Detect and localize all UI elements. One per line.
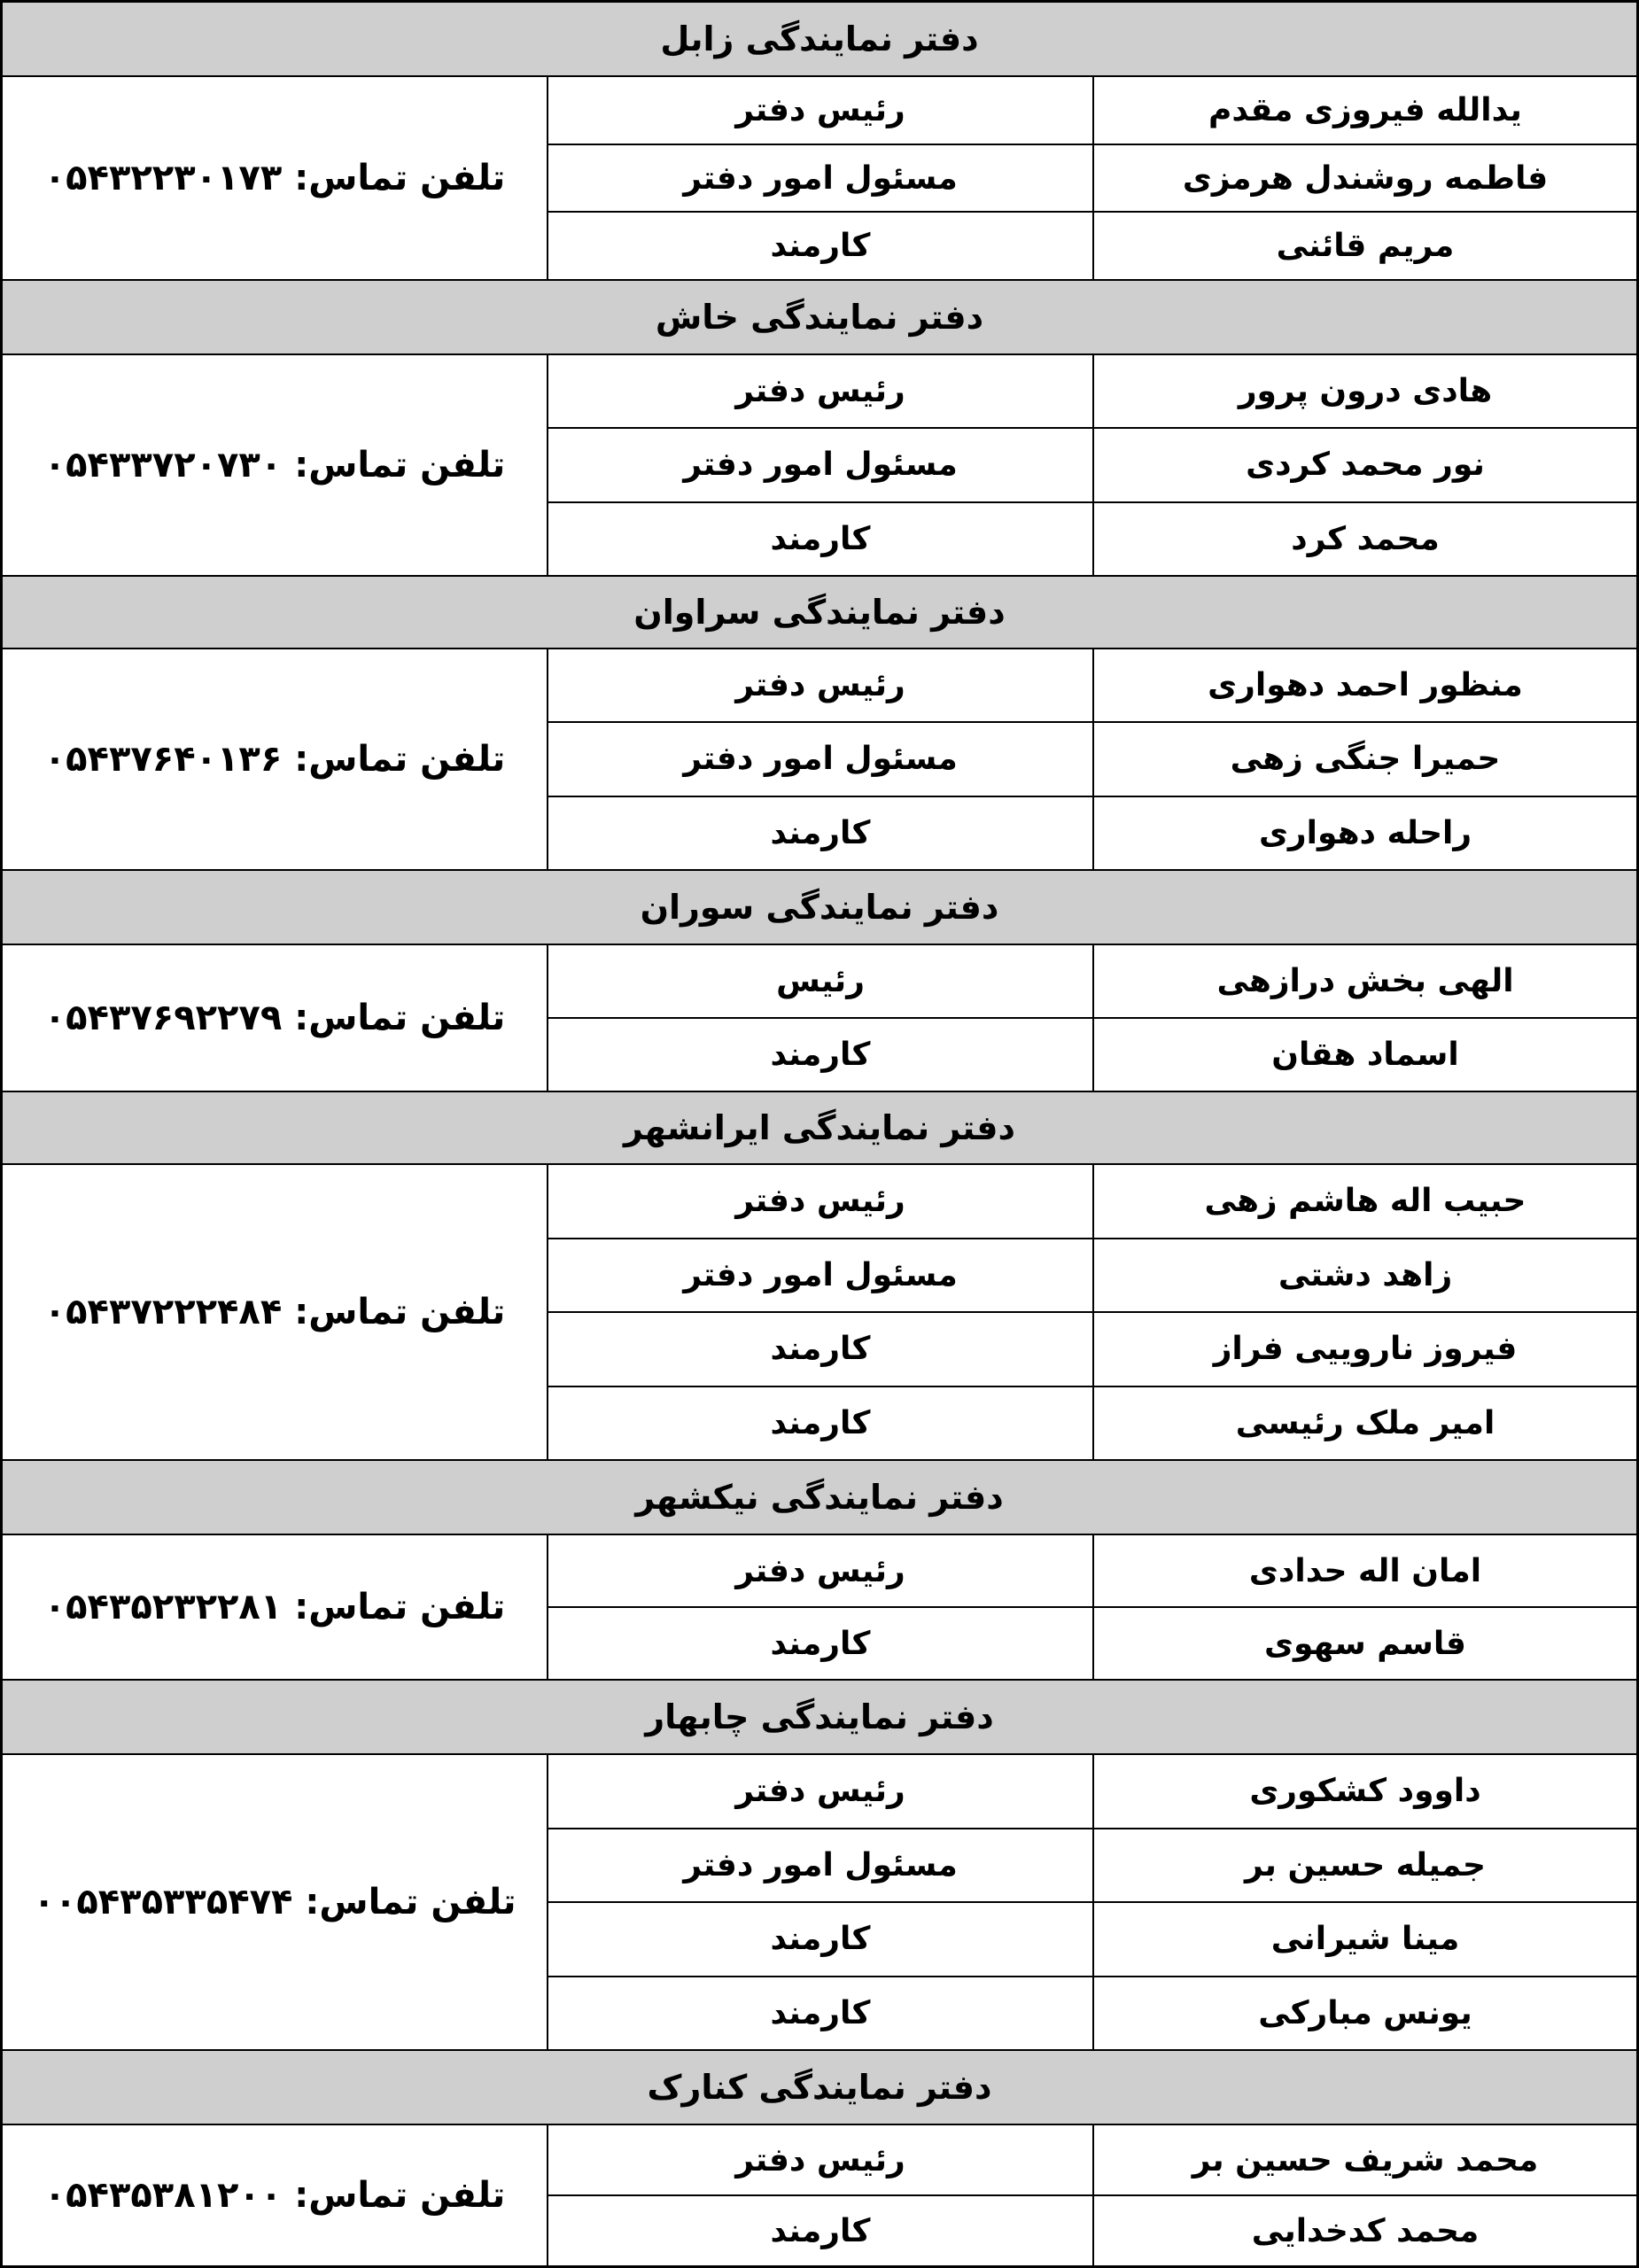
staff-role: کارمند <box>548 1977 1094 2050</box>
office-title: دفتر نمایندگی زابل <box>3 3 1636 77</box>
staff-name: هادی درون پرور <box>1238 373 1493 410</box>
staff-name: مریم قائنی <box>1276 228 1455 265</box>
staff-row <box>548 1608 1636 1679</box>
staff-row <box>548 1829 1636 1904</box>
staff-row <box>548 1239 1636 1314</box>
staff-role: مسئول امور دفتر <box>548 429 1094 501</box>
staff-role: مسئول امور دفتر <box>548 723 1094 795</box>
staff-name: محمد کرد <box>1291 520 1440 557</box>
office-section <box>3 945 1636 1092</box>
staff-row <box>548 1535 1636 1608</box>
staff-name: محمد کدخدایی <box>1251 2212 1480 2249</box>
staff-role: رئیس دفتر <box>548 1165 1094 1238</box>
staff-row <box>548 1903 1636 1977</box>
office-title: دفتر نمایندگی سراوان <box>3 577 1636 649</box>
office-title: دفتر نمایندگی ایرانشهر <box>3 1092 1636 1165</box>
staff-list <box>548 945 1636 1091</box>
staff-row <box>548 429 1636 502</box>
staff-list <box>548 355 1636 575</box>
staff-row <box>548 1755 1636 1829</box>
staff-role: رئیس <box>548 945 1094 1017</box>
staff-row <box>548 723 1636 796</box>
staff-role: رئیس دفتر <box>548 1755 1094 1828</box>
staff-role: رئیس دفتر <box>548 355 1094 427</box>
office-section <box>3 355 1636 577</box>
staff-name: نور محمد کردی <box>1246 447 1485 484</box>
staff-name: یدالله فیروزی مقدم <box>1208 91 1522 128</box>
staff-row <box>548 649 1636 723</box>
office-section <box>3 1165 1636 1461</box>
office-section <box>3 649 1636 871</box>
staff-role: رئیس دفتر <box>548 649 1094 721</box>
staff-role: کارمند <box>548 213 1094 279</box>
staff-role: کارمند <box>548 503 1094 575</box>
staff-row <box>548 1313 1636 1387</box>
office-phone: تلفن تماس: ۰۵۴۳۵۲۳۲۲۸۱ <box>3 1535 548 1679</box>
staff-role: مسئول امور دفتر <box>548 1829 1094 1902</box>
staff-name: محمد شریف حسین بر <box>1192 2141 1539 2179</box>
staff-list <box>548 1535 1636 1679</box>
staff-row <box>548 355 1636 429</box>
office-phone: تلفن تماس: ۰۰۵۴۳۵۳۳۵۴۷۴ <box>3 1755 548 2049</box>
staff-name: فاطمه روشندل هرمزی <box>1182 159 1549 197</box>
office-phone: تلفن تماس: ۰۵۴۳۳۷۲۰۷۳۰ <box>3 355 548 575</box>
office-phone: تلفن تماس: ۰۵۴۳۷۶۴۰۱۳۶ <box>3 649 548 869</box>
staff-row <box>548 77 1636 145</box>
office-title: دفتر نمایندگی چابهار <box>3 1681 1636 1755</box>
office-section <box>3 1755 1636 2051</box>
staff-name: مینا شیرانی <box>1270 1921 1460 1958</box>
staff-name: داوود کشکوری <box>1249 1773 1481 1810</box>
office-section <box>3 2125 1636 2265</box>
staff-name: جمیله حسین بر <box>1245 1846 1486 1884</box>
staff-row <box>548 945 1636 1019</box>
staff-row <box>548 2125 1636 2196</box>
staff-role: کارمند <box>548 2196 1094 2265</box>
staff-row <box>548 1387 1636 1460</box>
staff-name: یونس مبارکی <box>1258 1994 1472 2031</box>
staff-name: راحله دهواری <box>1258 814 1472 851</box>
staff-name: حبیب اله هاشم زهی <box>1204 1183 1526 1220</box>
staff-list <box>548 77 1636 279</box>
staff-role: کارمند <box>548 1387 1094 1460</box>
office-title: دفتر نمایندگی نیکشهر <box>3 1461 1636 1535</box>
staff-name: فیروز ناروییی فراز <box>1213 1331 1518 1368</box>
staff-role: رئیس دفتر <box>548 1535 1094 1606</box>
staff-name: حمیرا جنگی زهی <box>1230 741 1501 778</box>
staff-name: اسماد هقان <box>1271 1037 1459 1073</box>
staff-row <box>548 213 1636 279</box>
staff-list <box>548 1755 1636 2049</box>
staff-role: رئیس دفتر <box>548 2125 1094 2194</box>
office-title: دفتر نمایندگی کنارک <box>3 2051 1636 2125</box>
staff-row <box>548 797 1636 869</box>
office-phone: تلفن تماس: ۰۵۴۳۷۶۹۲۲۷۹ <box>3 945 548 1091</box>
staff-list <box>548 2125 1636 2265</box>
staff-row <box>548 1019 1636 1091</box>
staff-row <box>548 2196 1636 2265</box>
office-section <box>3 77 1636 281</box>
staff-name: امیر ملک رئیسی <box>1235 1404 1495 1441</box>
office-phone: تلفن تماس: ۰۵۴۳۵۳۸۱۲۰۰ <box>3 2125 548 2265</box>
staff-list <box>548 649 1636 869</box>
staff-name: زاهد دشتی <box>1278 1256 1453 1293</box>
staff-row <box>548 1165 1636 1239</box>
staff-role: کارمند <box>548 1313 1094 1386</box>
staff-list <box>548 1165 1636 1459</box>
office-section <box>3 1535 1636 1681</box>
staff-row <box>548 145 1636 214</box>
office-phone: تلفن تماس: ۰۵۴۳۲۲۳۰۱۷۳ <box>3 77 548 279</box>
staff-role: کارمند <box>548 1019 1094 1091</box>
staff-name: الهی بخش درازهی <box>1216 963 1514 999</box>
staff-role: کارمند <box>548 1903 1094 1976</box>
staff-row <box>548 503 1636 575</box>
office-title: دفتر نمایندگی خاش <box>3 281 1636 355</box>
staff-role: مسئول امور دفتر <box>548 145 1094 212</box>
staff-name: منظور احمد دهواری <box>1208 667 1523 704</box>
staff-role: کارمند <box>548 1608 1094 1679</box>
staff-role: رئیس دفتر <box>548 77 1094 144</box>
staff-role: مسئول امور دفتر <box>548 1239 1094 1312</box>
staff-row <box>548 1977 1636 2050</box>
staff-role: کارمند <box>548 797 1094 869</box>
staff-name: قاسم سهوی <box>1264 1625 1466 1662</box>
office-phone: تلفن تماس: ۰۵۴۳۷۲۲۲۴۸۴ <box>3 1165 548 1459</box>
staff-name: امان اله حدادی <box>1248 1552 1482 1589</box>
office-title: دفتر نمایندگی سوران <box>3 871 1636 945</box>
